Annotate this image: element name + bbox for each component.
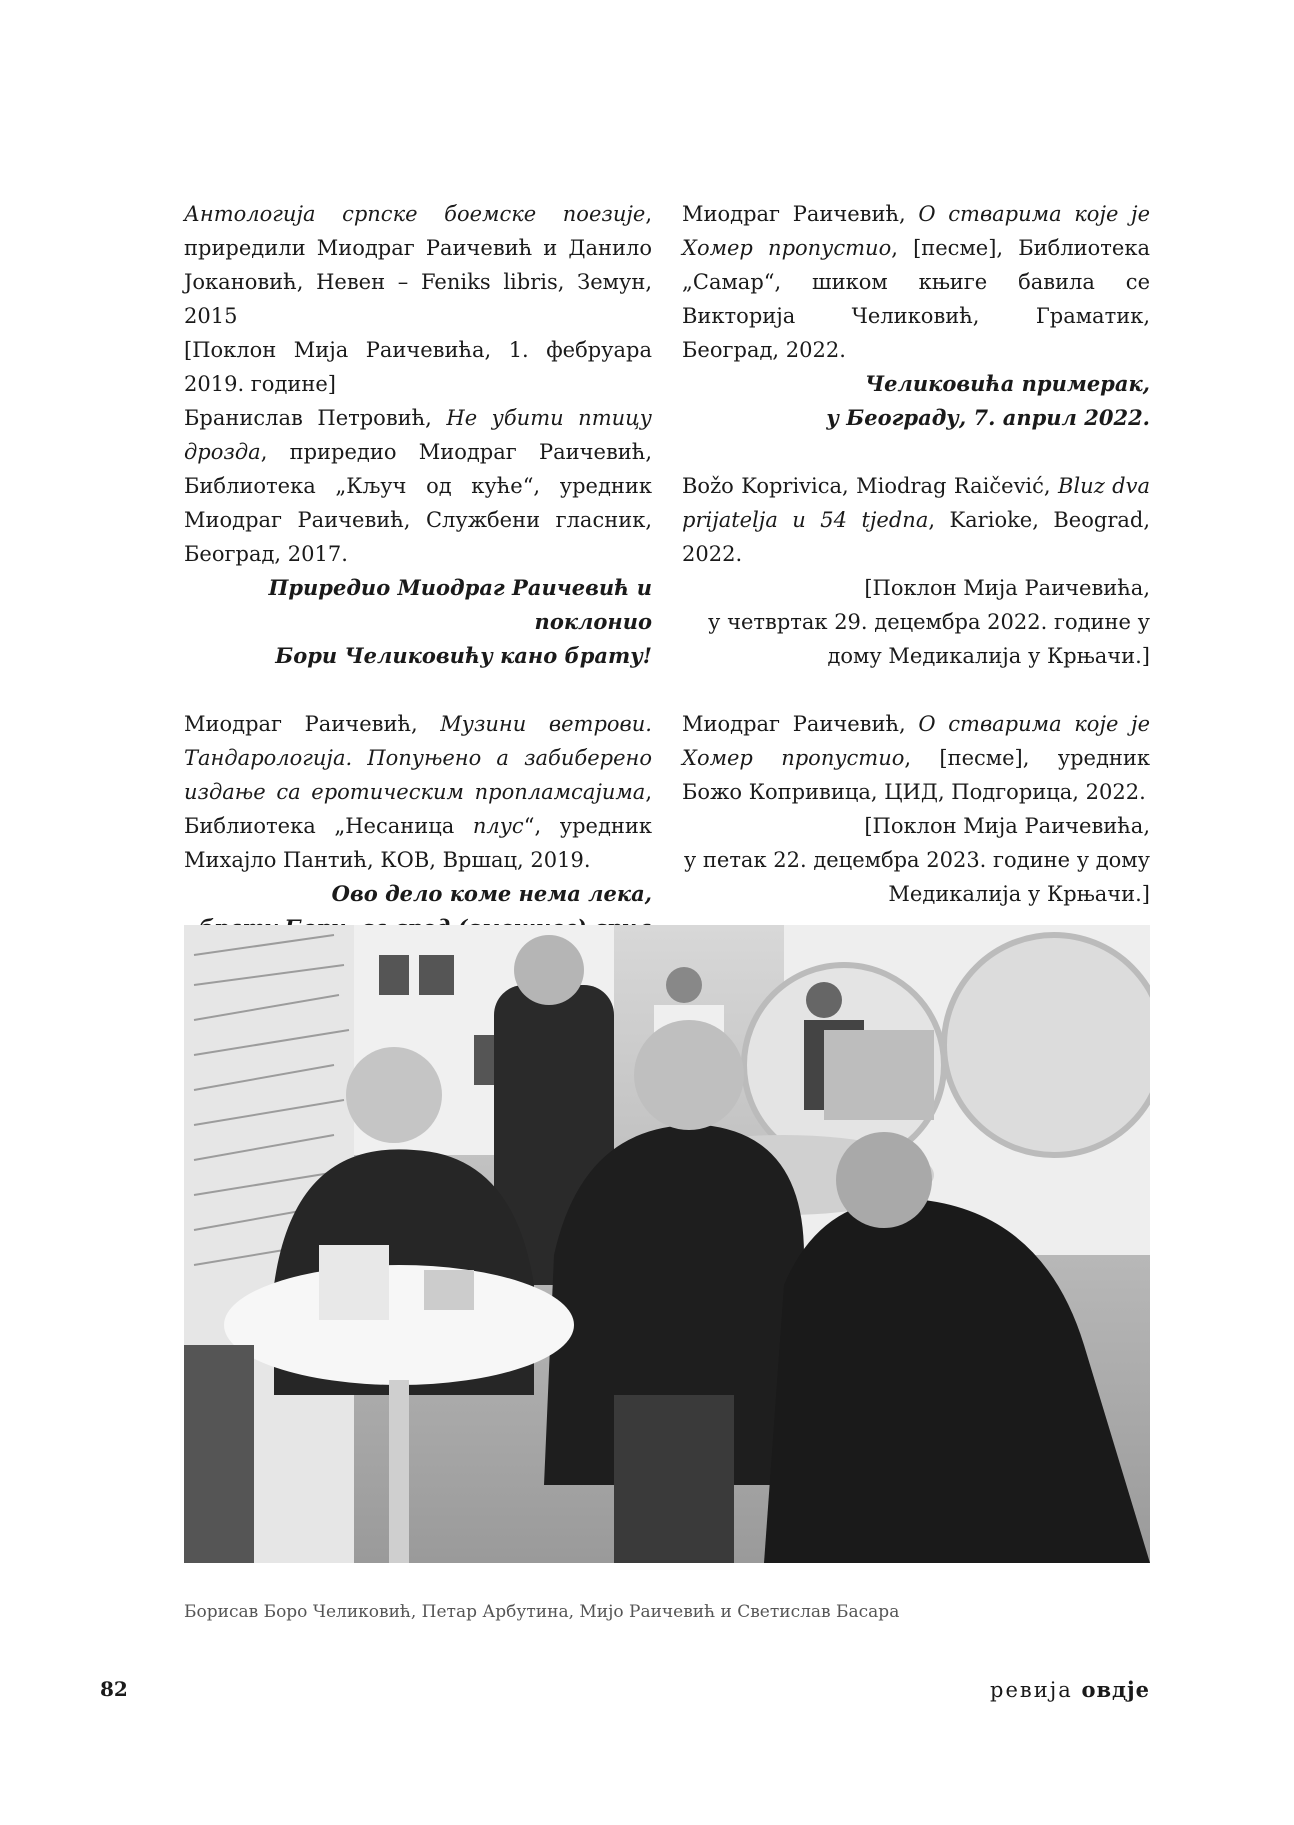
text-segment: Миодраг Раичевић,	[682, 712, 919, 736]
dedication-line: Бори Челиковићу кано брату!	[275, 643, 652, 668]
page-number: 82	[100, 1677, 128, 1701]
bibliography-entry	[184, 197, 652, 673]
entry-text	[184, 333, 652, 401]
entry-text	[682, 707, 1150, 809]
photo-caption: Борисав Боро Челиковић, Петар Арбутина, Мијо Раичевић и Светислав Басара	[184, 1602, 900, 1622]
entry-gap	[184, 673, 652, 707]
text-segment: , приредио Миодраг Раичевић, Библиотека „Кључ од куће“, уредник Миодраг Раичевић, Службени гласник, Београд, 2017.	[184, 440, 652, 566]
bibliography-entry	[682, 469, 1150, 673]
running-header	[990, 1677, 1150, 1702]
gift-note-line: дому Медикалија у Крњачи.]	[827, 644, 1150, 668]
bibliography-entry	[682, 197, 1150, 435]
italic-title: О стварима које је Хомер пропустио	[682, 712, 1150, 770]
text-segment: “, уредник Михајло Пантић, КОВ, Вршац, 2019.	[184, 814, 652, 872]
bibliography-entry	[682, 707, 1150, 911]
text-segment: Миодраг Раичевић,	[682, 202, 919, 226]
text-segment: Božo Koprivica, Miodrag Raičević,	[682, 474, 1059, 498]
entry-text	[184, 197, 652, 333]
entry-gap	[682, 673, 1150, 707]
text-segment: [Поклон Мија Раичевића, 1. фебруара 2019. године]	[184, 338, 652, 396]
entry-text	[682, 197, 1150, 367]
gift-note-line: у четвртак 29. децембра 2022. године у	[708, 610, 1150, 634]
gift-note-line: [Поклон Мија Раичевића,	[864, 576, 1150, 600]
photo-illustration	[184, 925, 1150, 1563]
text-segment: Миодраг Раичевић,	[184, 712, 441, 736]
entry-text	[184, 707, 652, 877]
italic-title: плус	[472, 814, 524, 838]
magazine-name: овдје	[1081, 1677, 1150, 1702]
dedication-line: Приредио Миодраг Раичевић и поклонио	[268, 575, 652, 634]
text-segment: , [песме], Библиотека „Самар“, шиком књиге бавила се Викторија Челиковић, Граматик, Београд, 2022.	[682, 236, 1150, 362]
gift-note-line: Медикалија у Крњачи.]	[888, 882, 1150, 906]
text-segment: , [песме], уредник Божо Копривица, ЦИД, Подгорица, 2022.	[682, 746, 1150, 804]
magazine-prefix: ревија	[990, 1678, 1073, 1702]
dedication-line: Ово дело коме нема лека,	[331, 881, 652, 906]
text-segment: , приредили Миодраг Раичевић и Данило Јокановић, Невен – Feniks libris, Земун, 2015	[184, 202, 652, 328]
entry-text	[682, 469, 1150, 571]
text-segment: , Karioke, Beograd, 2022.	[682, 508, 1150, 566]
left-column	[184, 197, 652, 979]
right-column	[682, 197, 1150, 911]
dedication-line: Челиковића примерак,	[865, 371, 1150, 396]
dedication-line: у Београду, 7. април 2022.	[826, 405, 1150, 430]
photograph	[184, 925, 1150, 1563]
italic-title: Не убити птицу дрозда	[184, 406, 652, 464]
entry-gap	[682, 435, 1150, 469]
entry-text	[184, 401, 652, 571]
italic-title: О стварима које је Хомер пропустио	[682, 202, 1150, 260]
text-segment: Бранислав Петровић,	[184, 406, 447, 430]
italic-title: Bluz dva prijatelja u 54 tjedna	[682, 474, 1150, 532]
italic-title: Антологија српске боемске поезије	[184, 202, 646, 226]
italic-title: Музини ветрови. Тандарологија. Попуњено а забиберено издање са еротическим пропламсајима	[184, 712, 652, 804]
text-segment: , Библиотека „Несаница	[184, 780, 652, 838]
gift-note-line: у петак 22. децембра 2023. године у дому	[683, 848, 1150, 872]
gift-note-line: [Поклон Мија Раичевића,	[864, 814, 1150, 838]
